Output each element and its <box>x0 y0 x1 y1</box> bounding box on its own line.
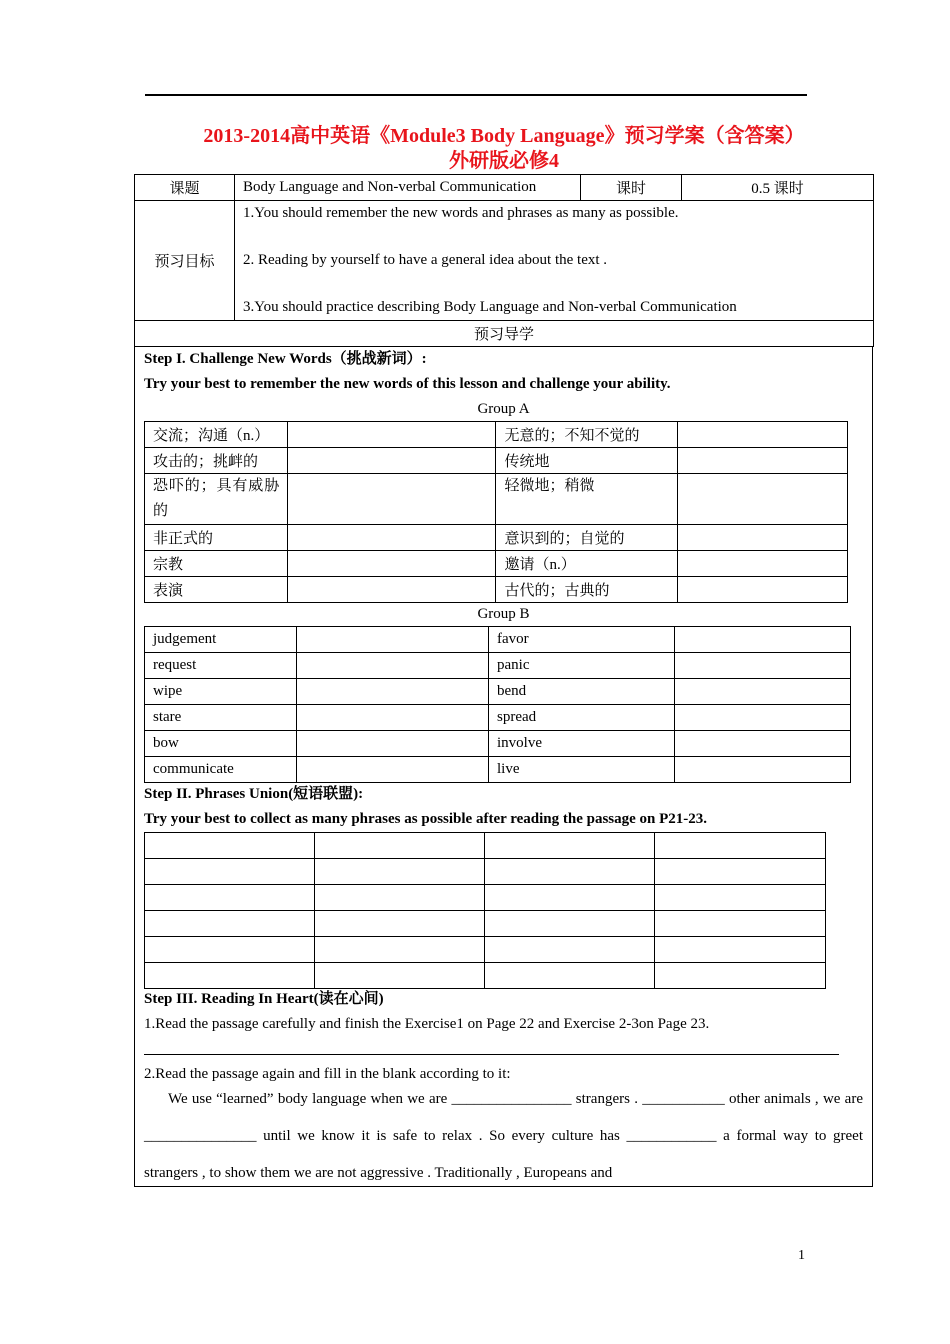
answer-blank[interactable] <box>675 627 851 653</box>
table-row <box>145 525 848 551</box>
table-row <box>145 833 826 859</box>
group-b-word: judgement <box>145 627 297 653</box>
answer-blank[interactable] <box>677 422 847 448</box>
group-b-word: stare <box>145 705 297 731</box>
phrase-blank[interactable] <box>145 885 315 911</box>
group-b-word: communicate <box>145 757 297 783</box>
answer-blank[interactable] <box>677 577 847 603</box>
phrase-blank[interactable] <box>655 833 826 859</box>
group-b-word: involve <box>489 731 675 757</box>
answer-blank[interactable] <box>297 627 489 653</box>
group-a-word: 攻击的；挑衅的 <box>145 448 288 474</box>
doc-title-line1: 2013-2014高中英语《Module3 Body Language》预习学案（含答案） <box>203 125 805 147</box>
table-row <box>145 911 826 937</box>
answer-blank[interactable] <box>675 731 851 757</box>
step3-heading: Step III. Reading In Heart(读在心间) <box>144 991 384 1007</box>
answer-blank[interactable] <box>297 679 489 705</box>
answer-blank[interactable] <box>288 525 496 551</box>
group-a-word: 古代的；古典的 <box>496 577 677 603</box>
phrase-blank[interactable] <box>485 833 655 859</box>
group-a-word: 非正式的 <box>145 525 288 551</box>
step2-instruction: Try your best to collect as many phrases as possible after reading the passage on P21-23. <box>144 811 708 827</box>
table-row <box>145 474 848 525</box>
phrase-blank[interactable] <box>655 937 826 963</box>
step1-instruction: Try your best to remember the new words of this lesson and challenge your ability. <box>144 376 671 392</box>
group-a-word: 交流；沟通（n.） <box>145 422 288 448</box>
group-a-table <box>144 421 848 603</box>
phrase-blank[interactable] <box>145 963 315 989</box>
answer-blank[interactable] <box>297 731 489 757</box>
table-row <box>145 937 826 963</box>
table-row <box>145 577 848 603</box>
goal-2: 2. Reading by yourself to have a general idea about the text . <box>243 252 608 268</box>
table-row <box>145 422 848 448</box>
phrase-blank[interactable] <box>315 859 485 885</box>
group-a-word: 意识到的；自觉的 <box>496 525 677 551</box>
goals-label: 预习目标 <box>135 201 235 321</box>
table-row <box>145 627 851 653</box>
header-rule <box>145 94 807 96</box>
period-value: 0.5 课时 <box>682 175 874 201</box>
table-row <box>145 963 826 989</box>
phrases-table <box>144 832 826 989</box>
answer-blank[interactable] <box>675 705 851 731</box>
topic-label: 课题 <box>135 175 235 201</box>
table-row <box>145 653 851 679</box>
table-row <box>145 731 851 757</box>
answer-blank[interactable] <box>677 551 847 577</box>
phrase-blank[interactable] <box>145 859 315 885</box>
group-a-word: 宗教 <box>145 551 288 577</box>
group-a-word: 表演 <box>145 577 288 603</box>
group-b-word: panic <box>489 653 675 679</box>
answer-blank[interactable] <box>288 422 496 448</box>
step3-item1: 1.Read the passage carefully and finish the Exercise1 on Page 22 and Exercise 2-3on Page 23. <box>144 1016 710 1032</box>
phrase-blank[interactable] <box>655 963 826 989</box>
page-number: 1 <box>798 1248 805 1263</box>
group-b-word: spread <box>489 705 675 731</box>
phrase-blank[interactable] <box>485 911 655 937</box>
phrase-blank[interactable] <box>655 911 826 937</box>
answer-blank[interactable] <box>297 705 489 731</box>
phrase-blank[interactable] <box>315 911 485 937</box>
group-a-word: 邀请（n.） <box>496 551 677 577</box>
answer-blank[interactable] <box>675 653 851 679</box>
goals-cell <box>235 201 874 321</box>
fill-in-passage: We use “learned” body language when we are ________________ strangers . ___________ other animals , we are _______________ until we know it is safe to relax . So every culture has ____________ a formal way to greet strangers , to show them we are not aggressive . Traditionally , Europeans and <box>144 1091 863 1181</box>
answer-blank[interactable] <box>675 757 851 783</box>
group-a-label: Group A <box>477 401 530 417</box>
group-b-word: bow <box>145 731 297 757</box>
table-row <box>145 448 848 474</box>
answer-blank[interactable] <box>288 448 496 474</box>
phrase-blank[interactable] <box>145 911 315 937</box>
phrase-blank[interactable] <box>315 885 485 911</box>
table-row <box>145 551 848 577</box>
phrase-blank[interactable] <box>145 937 315 963</box>
guide-label: 预习导学 <box>135 321 874 347</box>
table-row <box>145 885 826 911</box>
phrase-blank[interactable] <box>655 885 826 911</box>
group-b-word: bend <box>489 679 675 705</box>
phrase-blank[interactable] <box>145 833 315 859</box>
phrase-blank[interactable] <box>485 859 655 885</box>
answer-blank[interactable] <box>677 525 847 551</box>
answer-blank[interactable] <box>288 551 496 577</box>
answer-blank[interactable] <box>297 653 489 679</box>
guide-section <box>134 346 873 1187</box>
answer-blank[interactable] <box>677 474 847 525</box>
step3-item2: 2.Read the passage again and fill in the blank according to it: <box>144 1066 511 1082</box>
group-a-word: 传统地 <box>496 448 677 474</box>
answer-line[interactable] <box>144 1054 839 1055</box>
table-row <box>145 859 826 885</box>
phrase-blank[interactable] <box>315 833 485 859</box>
phrase-blank[interactable] <box>315 937 485 963</box>
answer-blank[interactable] <box>297 757 489 783</box>
group-b-label: Group B <box>477 606 530 622</box>
group-b-word: live <box>489 757 675 783</box>
group-a-word: 轻微地；稍微 <box>496 474 677 525</box>
goal-1: 1.You should remember the new words and phrases as many as possible. <box>243 205 679 221</box>
doc-title-line2: 外研版必修4 <box>449 150 559 172</box>
step1-heading: Step I. Challenge New Words（挑战新词）: <box>144 351 427 367</box>
answer-blank[interactable] <box>677 448 847 474</box>
phrase-blank[interactable] <box>485 937 655 963</box>
phrase-blank[interactable] <box>315 963 485 989</box>
phrase-blank[interactable] <box>655 859 826 885</box>
goal-3: 3.You should practice describing Body Language and Non-verbal Communication <box>243 299 737 315</box>
group-b-word: wipe <box>145 679 297 705</box>
topic-value: Body Language and Non-verbal Communication <box>235 175 581 201</box>
answer-blank[interactable] <box>675 679 851 705</box>
group-b-word: request <box>145 653 297 679</box>
table-row <box>145 757 851 783</box>
phrase-blank[interactable] <box>485 963 655 989</box>
group-b-word: favor <box>489 627 675 653</box>
group-a-word: 无意的；不知不觉的 <box>496 422 677 448</box>
step2-heading: Step II. Phrases Union(短语联盟): <box>144 786 364 802</box>
answer-blank[interactable] <box>288 474 496 525</box>
phrase-blank[interactable] <box>485 885 655 911</box>
group-b-table <box>144 626 851 783</box>
info-table <box>134 174 874 347</box>
table-row <box>145 679 851 705</box>
answer-blank[interactable] <box>288 577 496 603</box>
group-a-word: 恐吓的；具有威胁的 <box>145 474 288 525</box>
table-row <box>145 705 851 731</box>
period-label: 课时 <box>581 175 682 201</box>
